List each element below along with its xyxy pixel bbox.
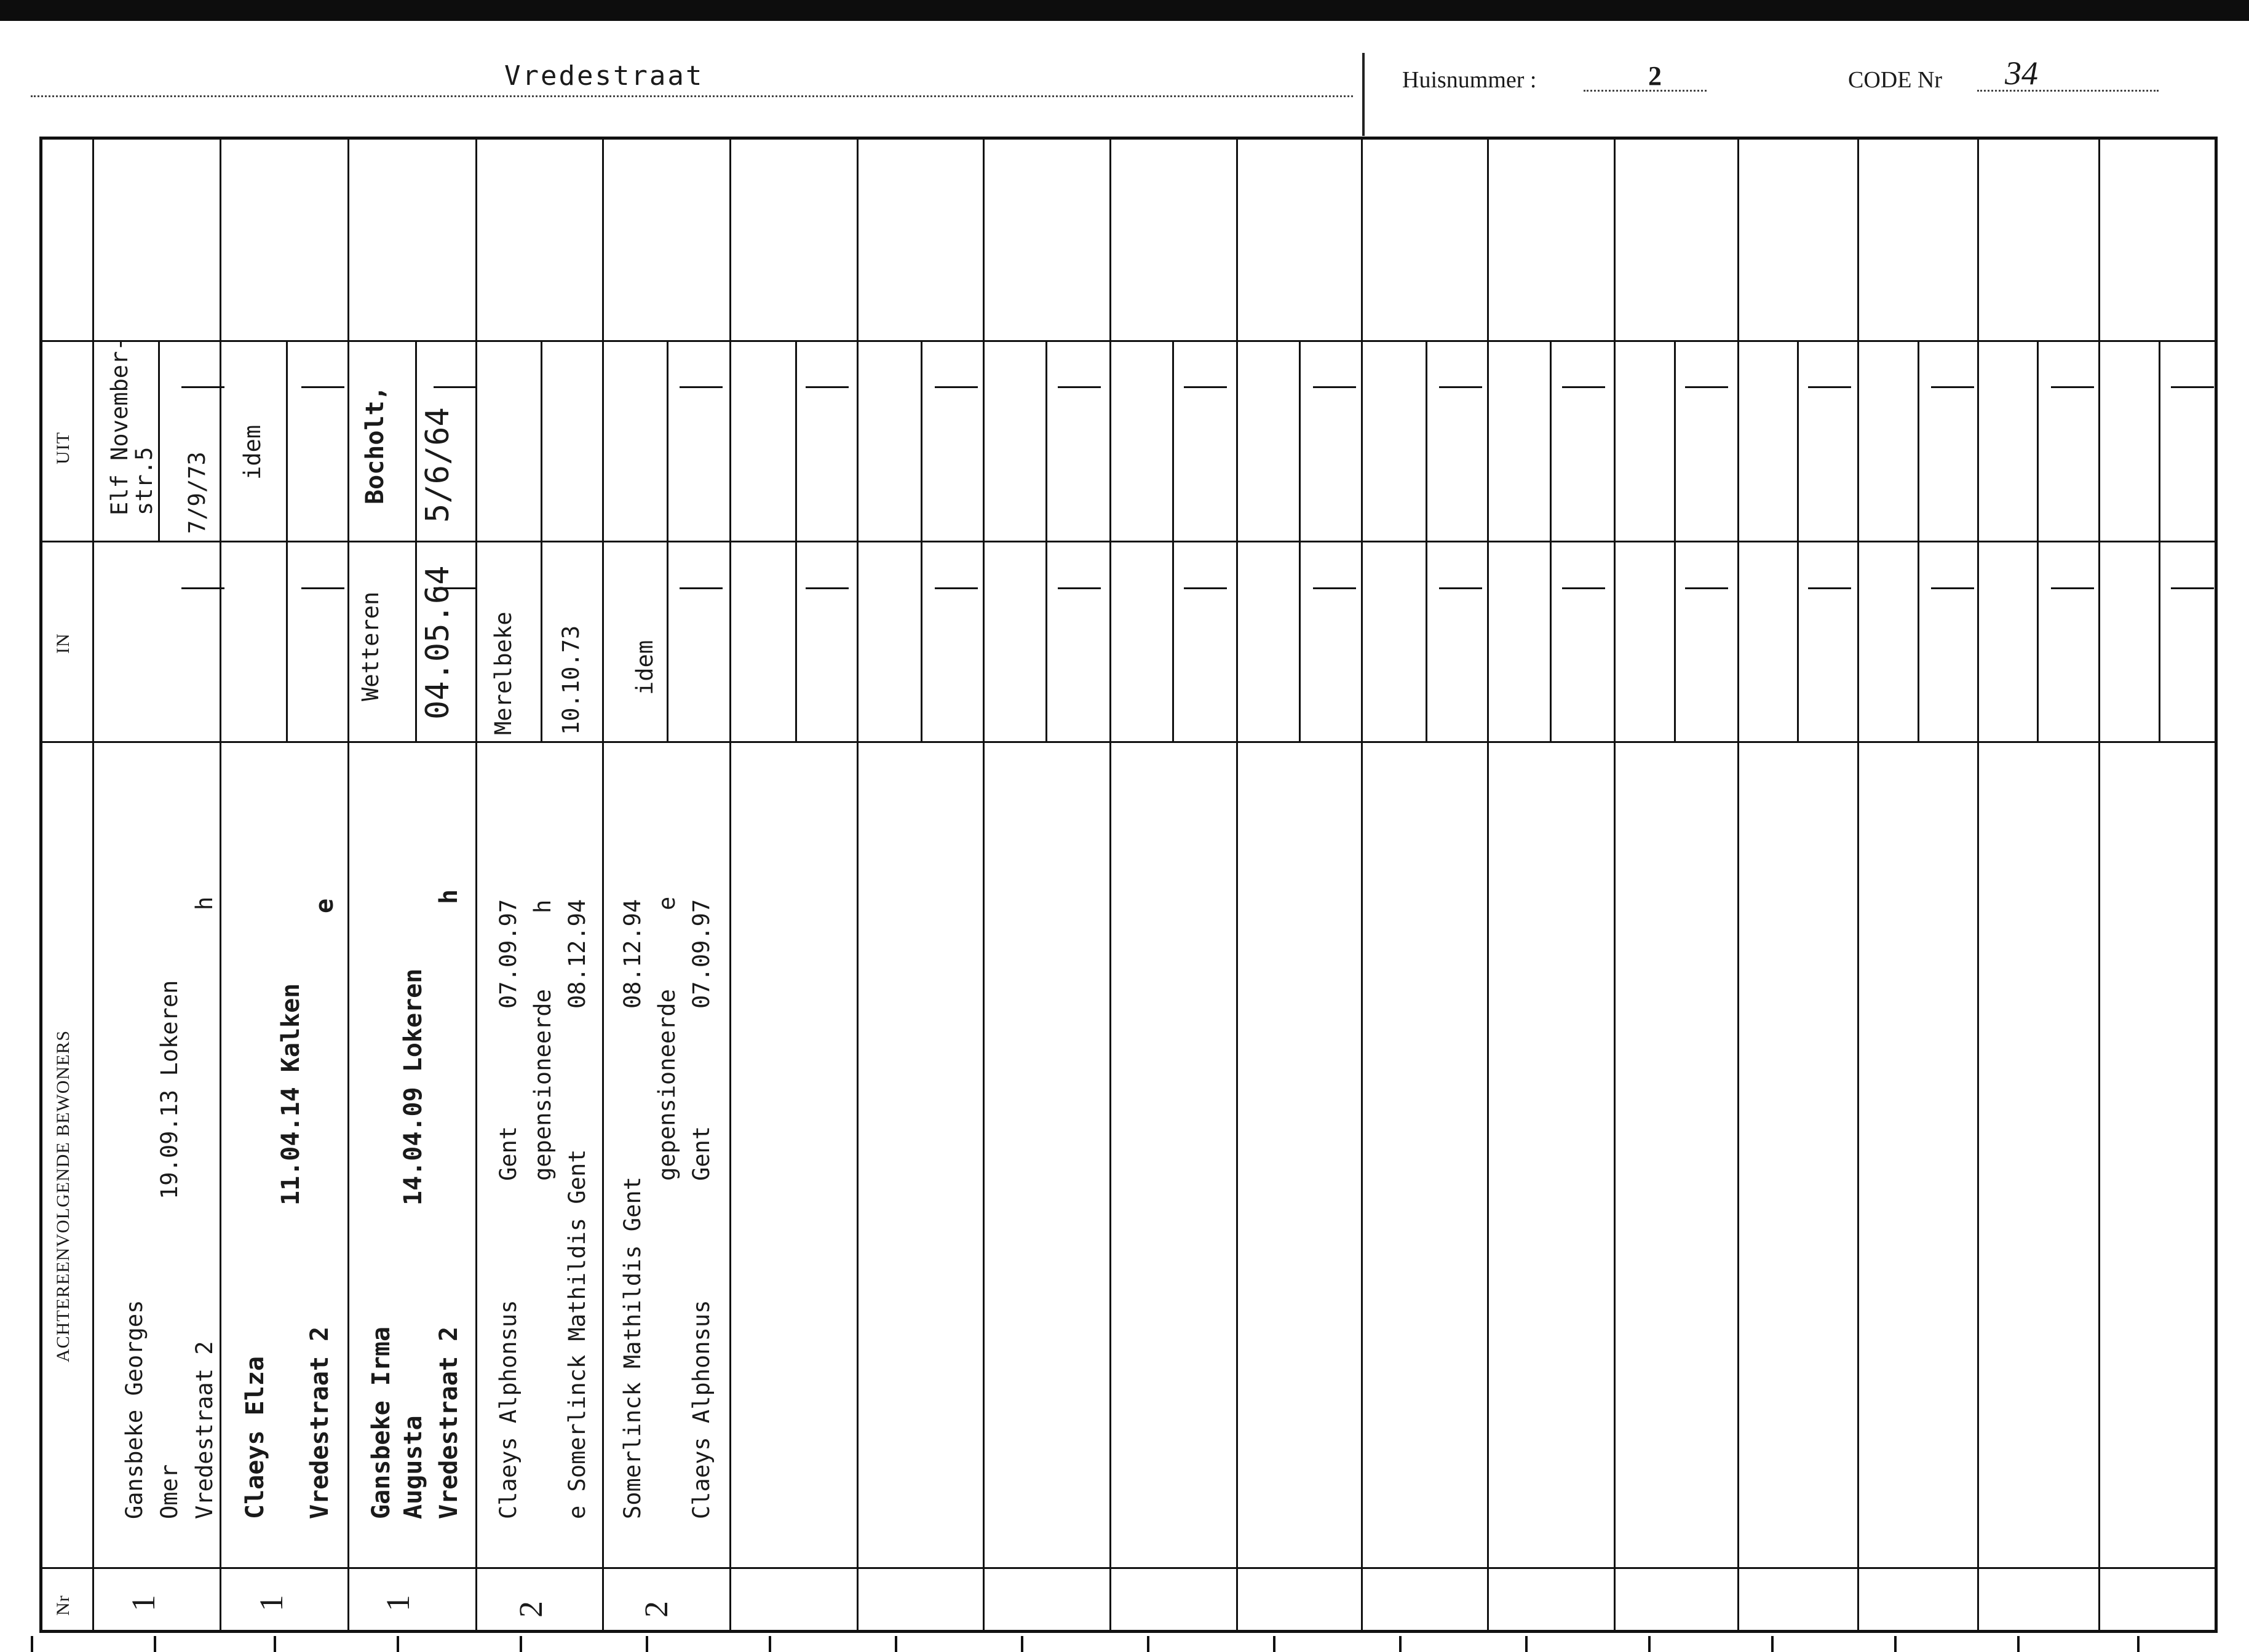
entry-4-line2-job: gepensioneerde <box>530 989 556 1181</box>
column-divider <box>347 137 349 1633</box>
page-tick <box>1894 1636 1897 1652</box>
page-tick <box>2137 1636 2140 1652</box>
empty-dash <box>301 587 344 589</box>
sub-column-divider <box>1172 340 1174 741</box>
empty-dash <box>181 386 224 388</box>
column-divider <box>983 137 985 1633</box>
empty-dash <box>1685 386 1728 388</box>
entry-2-line3-suffix: e <box>311 898 339 913</box>
column-divider <box>2098 137 2100 1633</box>
empty-dash <box>2051 587 2094 589</box>
nr-column-label: Nr <box>53 1595 73 1616</box>
empty-dash <box>1313 386 1356 388</box>
empty-dash <box>2171 587 2214 589</box>
entry-2-nr: 1 <box>253 1595 290 1611</box>
entry-3-in-date: 04.05.64 <box>419 565 456 720</box>
column-divider <box>729 137 731 1633</box>
empty-dash <box>806 587 849 589</box>
entry-3-line2: Augusta <box>399 1415 427 1519</box>
column-divider <box>857 137 859 1633</box>
sub-column-divider <box>158 340 160 541</box>
in-column-label: IN <box>53 633 73 654</box>
column-divider <box>602 137 604 1633</box>
column-divider <box>1977 137 1979 1633</box>
sub-column-divider <box>1674 340 1676 741</box>
empty-dash <box>1184 386 1227 388</box>
entry-3-line3: Vredestraat 2 <box>435 1326 463 1519</box>
empty-dash <box>434 386 477 388</box>
page-tick <box>646 1636 648 1652</box>
bewoners-column-label: ACHTEREENVOLGENDE BEWONERS <box>53 1030 73 1362</box>
empty-dash <box>806 386 849 388</box>
sub-column-divider <box>286 340 288 741</box>
sub-column-divider <box>1918 340 1919 741</box>
street-field <box>31 43 1353 97</box>
page-tick <box>895 1636 897 1652</box>
empty-dash <box>1058 587 1101 589</box>
entry-2-line2: Claeys Elza <box>241 1356 269 1519</box>
page-tick <box>1021 1636 1023 1652</box>
empty-dash <box>680 386 723 388</box>
register-table <box>39 137 2218 1633</box>
empty-dash <box>181 587 224 589</box>
code-value: 34 <box>2005 55 2038 92</box>
street-name: Vredestraat <box>504 60 704 92</box>
page-tick <box>1147 1636 1149 1652</box>
empty-dash <box>1439 587 1482 589</box>
sub-column-divider <box>1426 340 1427 741</box>
entry-4-line1-place: Gent <box>495 1126 522 1181</box>
empty-dash <box>2051 386 2094 388</box>
column-divider <box>1487 137 1489 1633</box>
sub-column-divider <box>541 340 542 741</box>
empty-dash <box>1685 587 1728 589</box>
entry-2-line3: Vredestraat 2 <box>306 1326 334 1519</box>
entry-1-line3-suffix: h <box>191 896 218 910</box>
page-tick <box>1771 1636 1774 1652</box>
page-tick <box>1273 1636 1275 1652</box>
entry-1-line2: Omer <box>156 1464 183 1519</box>
entry-4-line1-date: 07.09.97 <box>495 899 522 1009</box>
entry-5-line3: Claeys Alphonsus <box>688 1300 715 1519</box>
column-divider <box>1737 137 1739 1633</box>
entry-3-line2-data: 14.04.09 Lokeren <box>399 968 427 1205</box>
entry-3-nr: 1 <box>379 1595 416 1611</box>
scan-top-edge <box>0 0 2249 21</box>
nr-section-top <box>39 1567 2218 1569</box>
entry-5-line1: Somerlinck Mathildis Gent <box>619 1177 646 1519</box>
empty-dash <box>1808 386 1851 388</box>
entry-2-line2-data: 11.04.14 Kalken <box>277 983 305 1205</box>
entry-1-line2-data: 19.09.13 Lokeren <box>156 980 183 1199</box>
sub-column-divider <box>1299 340 1301 741</box>
entry-4-in-place: Merelbeke <box>490 611 517 735</box>
sub-column-divider <box>921 340 922 741</box>
empty-dash <box>301 386 344 388</box>
sub-column-divider <box>1797 340 1799 741</box>
uit-section-top <box>39 340 2218 342</box>
column-divider <box>1109 137 1111 1633</box>
entry-1-uit-date: 7/9/73 <box>184 451 210 534</box>
entry-4-line3-date: 08.12.94 <box>564 899 590 1009</box>
page-tick <box>1399 1636 1402 1652</box>
page-tick <box>274 1636 276 1652</box>
entry-3-uit-date: 5/6/64 <box>419 407 456 523</box>
sub-column-divider <box>1550 340 1552 741</box>
entry-4-in-date: 10.10.73 <box>558 625 584 735</box>
column-divider <box>1361 137 1363 1633</box>
entry-5-line3-place: Gent <box>688 1126 715 1181</box>
page-tick <box>520 1636 522 1652</box>
code-label: CODE Nr <box>1848 67 1943 93</box>
sub-column-divider <box>415 340 417 741</box>
sub-column-divider <box>795 340 797 741</box>
page-tick <box>397 1636 399 1652</box>
column-divider <box>220 137 221 1633</box>
empty-dash <box>680 587 723 589</box>
sub-column-divider <box>1045 340 1047 741</box>
entry-5-line2-suffix: e <box>654 896 680 910</box>
entry-1-uit-place-line1: Elf November- <box>106 337 133 515</box>
uit-column-label: UIT <box>53 432 73 464</box>
header-separator <box>1362 53 1365 136</box>
entry-4-nr: 2 <box>512 1601 549 1618</box>
empty-dash <box>1562 386 1605 388</box>
entry-3-line3-suffix: h <box>435 889 463 904</box>
entry-1-uit-place-line2: str.5 <box>131 447 157 515</box>
column-divider <box>92 137 94 1633</box>
empty-dash <box>935 386 978 388</box>
empty-dash <box>1184 587 1227 589</box>
sub-column-divider <box>2159 340 2160 741</box>
entry-2-uit-place: idem <box>239 424 266 480</box>
sub-column-divider <box>667 340 668 741</box>
column-divider <box>1857 137 1859 1633</box>
entry-1-nr: 1 <box>125 1595 162 1611</box>
page-tick <box>769 1636 771 1652</box>
empty-dash <box>1313 587 1356 589</box>
empty-dash <box>935 587 978 589</box>
empty-dash <box>1562 587 1605 589</box>
entry-3-line1: Gansbeke Irma <box>367 1326 395 1519</box>
bewoners-section-top <box>39 741 2218 743</box>
huisnummer-dotted-line <box>1584 62 1707 92</box>
column-divider <box>1614 137 1616 1633</box>
empty-dash <box>2171 386 2214 388</box>
entry-5-line2-job: gepensioneerde <box>654 989 680 1181</box>
in-section-top <box>39 541 2218 542</box>
huisnummer-value: 2 <box>1648 61 1662 91</box>
entry-5-in-place: idem <box>632 640 658 695</box>
entry-5-line1-date: 08.12.94 <box>619 899 646 1009</box>
page-tick <box>31 1636 33 1652</box>
entry-4-line1: Claeys Alphonsus <box>495 1300 522 1519</box>
entry-1-line3: Vredestraat 2 <box>191 1341 218 1519</box>
sub-column-divider <box>2037 340 2039 741</box>
empty-dash <box>1931 587 1974 589</box>
empty-dash <box>1808 587 1851 589</box>
entry-3-in-place: Wetteren <box>357 591 384 701</box>
page-tick <box>2017 1636 2020 1652</box>
page-tick <box>154 1636 156 1652</box>
entry-3-uit-place: Bocholt, <box>361 386 389 504</box>
entry-1-line1: Gansbeke Georges <box>121 1300 148 1519</box>
empty-dash <box>1931 386 1974 388</box>
column-divider <box>1236 137 1238 1633</box>
huisnummer-label: Huisnummer : <box>1402 67 1537 93</box>
entry-5-nr: 2 <box>638 1601 675 1618</box>
entry-4-line3: e Somerlinck Mathildis Gent <box>564 1149 590 1519</box>
entry-4-line2-suffix: h <box>530 899 556 913</box>
entry-5-line3-date: 07.09.97 <box>688 899 715 1009</box>
empty-dash <box>1439 386 1482 388</box>
page-tick <box>1648 1636 1651 1652</box>
page-tick <box>1525 1636 1528 1652</box>
empty-dash <box>1058 386 1101 388</box>
column-divider <box>475 137 477 1633</box>
